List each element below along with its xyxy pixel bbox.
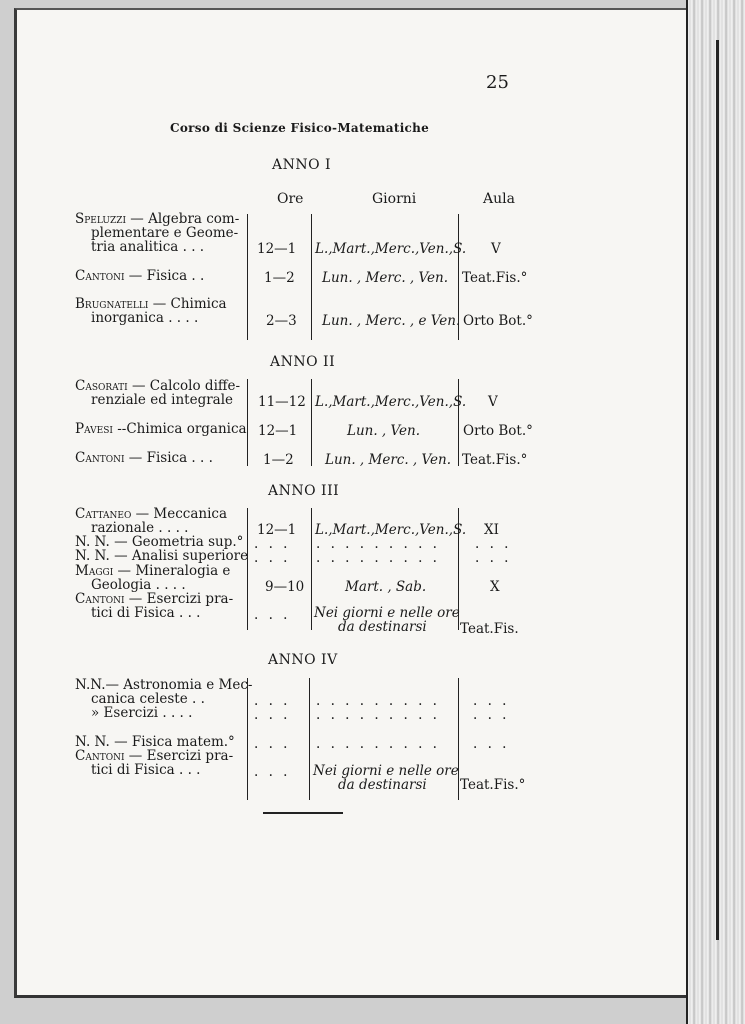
days-cell: Lun. , Merc. , e Ven.: [322, 313, 461, 329]
days-cell: da destinarsi: [338, 619, 427, 635]
course-entry: Cantoni — Fisica . .: [75, 268, 205, 284]
hours-cell-filler: . . .: [254, 764, 291, 780]
room-cell: Teat.Fis.°: [462, 452, 528, 468]
room-cell-filler: . . .: [473, 693, 510, 709]
course-entry: N. N. — Geometria sup.°: [75, 534, 244, 550]
course-entry: Cantoni — Esercizi pra-: [75, 748, 234, 764]
column-rule: [247, 508, 248, 630]
hours-cell-filler: . . .: [254, 550, 291, 566]
course-entry: Cantoni — Fisica . . .: [75, 450, 213, 466]
column-rule: [311, 379, 312, 466]
column-rule: [311, 508, 312, 630]
hours-cell: 12—1: [257, 241, 297, 257]
days-cell: Lun. , Merc. , Ven.: [322, 270, 448, 286]
room-cell-filler: . . .: [475, 550, 512, 566]
course-entry: Speluzzi — Algebra com-: [75, 211, 240, 227]
book-spine: [686, 0, 745, 1024]
hours-cell-filler: . . .: [254, 607, 291, 623]
room-cell: X: [490, 579, 500, 595]
hours-cell: 1—2: [263, 452, 294, 468]
column-rule: [247, 214, 248, 340]
hours-cell: 12—1: [258, 423, 298, 439]
column-rule: [458, 678, 459, 800]
days-cell: L.,Mart.,Merc.,Ven.,S.: [315, 394, 467, 410]
year-heading: ANNO IV: [268, 652, 338, 668]
column-header-ore: Ore: [277, 191, 304, 207]
course-entry: N.N.— Astronomia e Mec-: [75, 677, 253, 693]
room-cell: XI: [484, 522, 499, 538]
days-cell-filler: . . . . . . . . .: [316, 550, 440, 566]
book-page: [14, 8, 686, 998]
closing-rule: [263, 812, 343, 814]
course-entry-cont: tria analitica . . .: [91, 239, 205, 255]
room-cell: Orto Bot.°: [463, 313, 533, 329]
course-entry-cont: inorganica . . . .: [91, 310, 199, 326]
column-header-aula: Aula: [483, 191, 515, 207]
course-title: Corso di Scienze Fisico-Matematiche: [170, 121, 430, 135]
days-cell: da destinarsi: [338, 777, 427, 793]
course-entry-cont: tici di Fisica . . .: [91, 762, 201, 778]
days-cell-filler: . . . . . . . . .: [316, 707, 440, 723]
room-cell-filler: . . .: [473, 707, 510, 723]
course-entry: Cattaneo — Meccanica: [75, 506, 228, 522]
column-rule: [311, 214, 312, 340]
room-cell: Teat.Fis.°: [460, 777, 526, 793]
course-entry-cont: renziale ed integrale: [91, 392, 234, 408]
hours-cell-filler: . . .: [254, 707, 291, 723]
days-cell: Lun. , Ven.: [347, 423, 421, 439]
hours-cell-filler: . . .: [254, 693, 291, 709]
year-heading: ANNO III: [268, 483, 340, 499]
page-number: 25: [486, 72, 509, 93]
room-cell-filler: . . .: [475, 536, 512, 552]
hours-cell: 1—2: [264, 270, 295, 286]
days-cell: L.,Mart.,Merc.,Ven.,S.: [315, 522, 467, 538]
room-cell-filler: . . .: [473, 736, 510, 752]
days-cell-filler: . . . . . . . . .: [316, 736, 440, 752]
days-cell: L.,Mart.,Merc.,Ven.,S.: [315, 241, 467, 257]
course-entry-cont: » Esercizi . . . .: [91, 705, 193, 721]
column-rule: [309, 678, 310, 800]
hours-cell-filler: . . .: [254, 536, 291, 552]
days-cell: Lun. , Merc. , Ven.: [325, 452, 451, 468]
days-cell: Nei giorni e nelle ore: [314, 605, 460, 621]
column-rule: [458, 379, 459, 466]
days-cell: Nei giorni e nelle ore: [313, 763, 459, 779]
course-entry-cont: Geologia . . . .: [91, 577, 186, 593]
room-cell: Teat.Fis.: [460, 621, 519, 637]
year-heading: ANNO I: [272, 157, 332, 173]
days-cell-filler: . . . . . . . . .: [316, 536, 440, 552]
column-rule: [247, 379, 248, 466]
room-cell: Teat.Fis.°: [462, 270, 528, 286]
course-entry: N. N. — Fisica matem.°: [75, 734, 235, 750]
course-entry-cont: canica celeste . .: [91, 691, 205, 707]
days-cell: Mart. , Sab.: [345, 579, 427, 595]
hours-cell-filler: . . .: [254, 736, 291, 752]
course-entry-cont: plementare e Geome-: [91, 225, 239, 241]
room-cell: Orto Bot.°: [463, 423, 533, 439]
hours-cell: 9—10: [265, 579, 305, 595]
year-heading: ANNO II: [270, 354, 336, 370]
course-entry: Casorati — Calcolo diffe-: [75, 378, 241, 394]
course-entry: Pavesi --Chimica organica: [75, 421, 247, 437]
hours-cell: 11—12: [258, 394, 306, 410]
course-entry: Cantoni — Esercizi pra-: [75, 591, 234, 607]
days-cell-filler: . . . . . . . . .: [316, 693, 440, 709]
course-entry: Brugnatelli — Chimica: [75, 296, 227, 312]
room-cell: V: [491, 241, 501, 257]
course-entry-cont: tici di Fisica . . .: [91, 605, 201, 621]
course-entry-cont: razionale . . . .: [91, 520, 189, 536]
column-rule: [247, 678, 248, 800]
column-header-giorni: Giorni: [372, 191, 417, 207]
hours-cell: 2—3: [266, 313, 297, 329]
hours-cell: 12—1: [257, 522, 297, 538]
course-entry: N. N. — Analisi superiore: [75, 548, 249, 564]
room-cell: V: [488, 394, 498, 410]
course-entry: Maggi — Mineralogia e: [75, 563, 231, 579]
